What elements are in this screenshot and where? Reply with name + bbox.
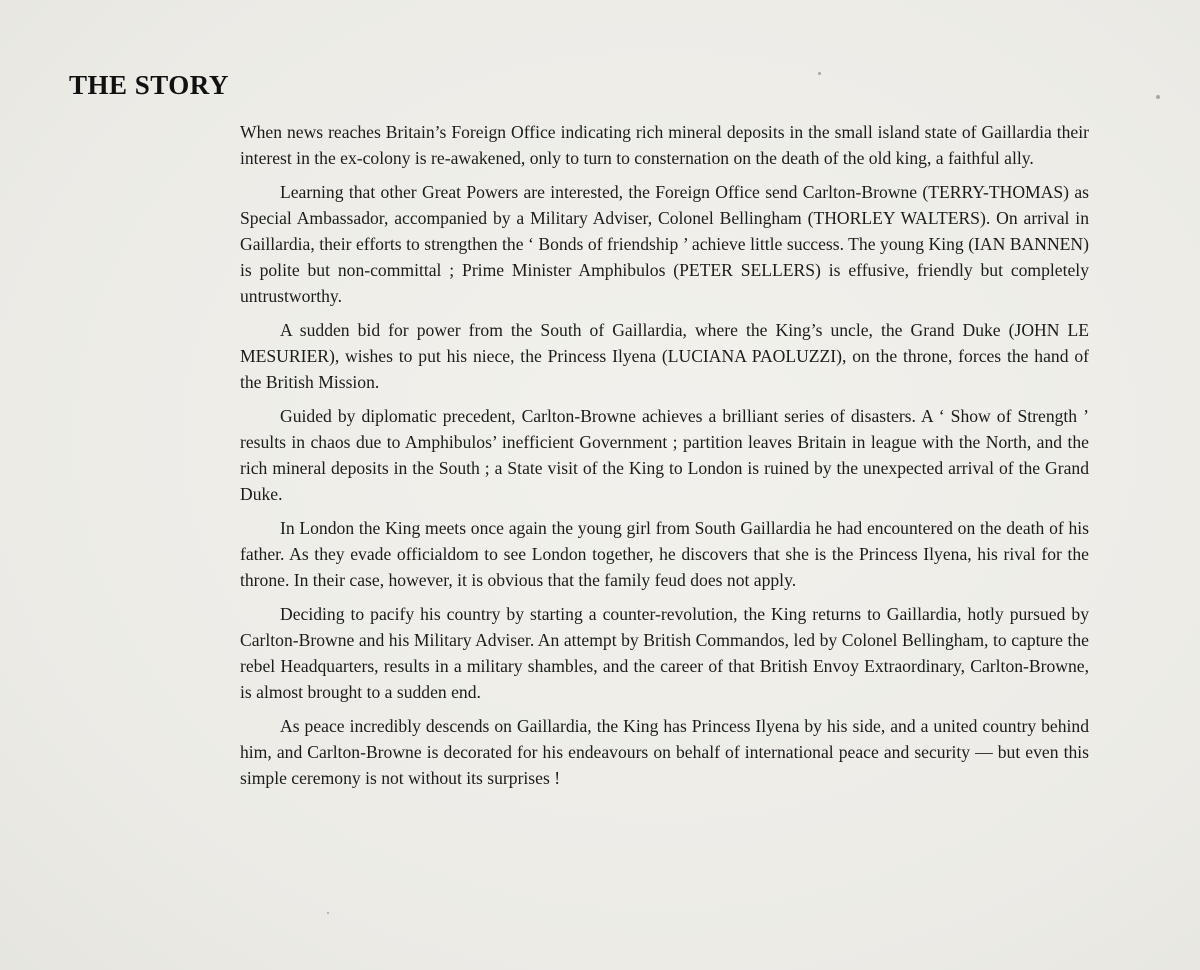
paragraph: Learning that other Great Powers are interested, the Foreign Office send Carlton-Browne (TERRY-THOMAS) as Special Ambassador, accompanied by a Military Adviser, Colonel Bellingham (THORLEY WALTERS). On arrival in Gaillardia, their efforts to strengthen the ‘ Bonds of friendship ’ achieve little success. The young King (IAN BANNEN) is polite but non-committal ; Prime Minister Amphibulos (PETER SELLERS) is effusive, friendly but completely untrustworthy. xyxy=(240,182,1089,306)
paper-speck xyxy=(327,912,329,914)
paragraph: In London the King meets once again the young girl from South Gaillardia he had encountered on the death of his father. As they evade officialdom to see London together, he discovers that she is the Princess Ilyena, his rival for the throne. In their case, however, it is obvious that the family feud does not apply. xyxy=(240,518,1089,590)
story-text xyxy=(240,119,1089,799)
paragraph: When news reaches Britain’s Foreign Office indicating rich mineral deposits in the small island state of Gaillardia their interest in the ex-colony is re-awakened, only to turn to consternation on the death of the old king, a faithful ally. xyxy=(240,122,1089,168)
page-title: THE STORY xyxy=(69,70,229,100)
paragraph: A sudden bid for power from the South of Gaillardia, where the King’s uncle, the Grand Duke (JOHN LE MESURIER), wishes to put his niece, the Princess Ilyena (LUCIANA PAOLUZZI), on the throne, forces the hand of the British Mission. xyxy=(240,320,1089,392)
paragraph: Guided by diplomatic precedent, Carlton-Browne achieves a brilliant series of disasters. A ‘ Show of Strength ’ results in chaos due to Amphibulos’ inefficient Government ; partition leaves Britain in league with the North, and the rich mineral deposits in the South ; a State visit of the King to London is ruined by the unexpected arrival of the Grand Duke. xyxy=(240,406,1089,504)
paragraph: Deciding to pacify his country by starting a counter-revolution, the King returns to Gaillardia, hotly pursued by Carlton-Browne and his Military Adviser. An attempt by British Commandos, led by Colonel Bellingham, to capture the rebel Headquarters, results in a military shambles, and the career of that British Envoy Extraordinary, Carlton-Browne, is almost brought to a sudden end. xyxy=(240,604,1089,702)
paper-speck xyxy=(818,72,821,75)
paper-speck xyxy=(1156,95,1160,99)
paragraph: As peace incredibly descends on Gaillardia, the King has Princess Ilyena by his side, and a united country behind him, and Carlton-Browne is decorated for his endeavours on behalf of international peace and security — but even this simple ceremony is not without its surprises ! xyxy=(240,716,1089,788)
